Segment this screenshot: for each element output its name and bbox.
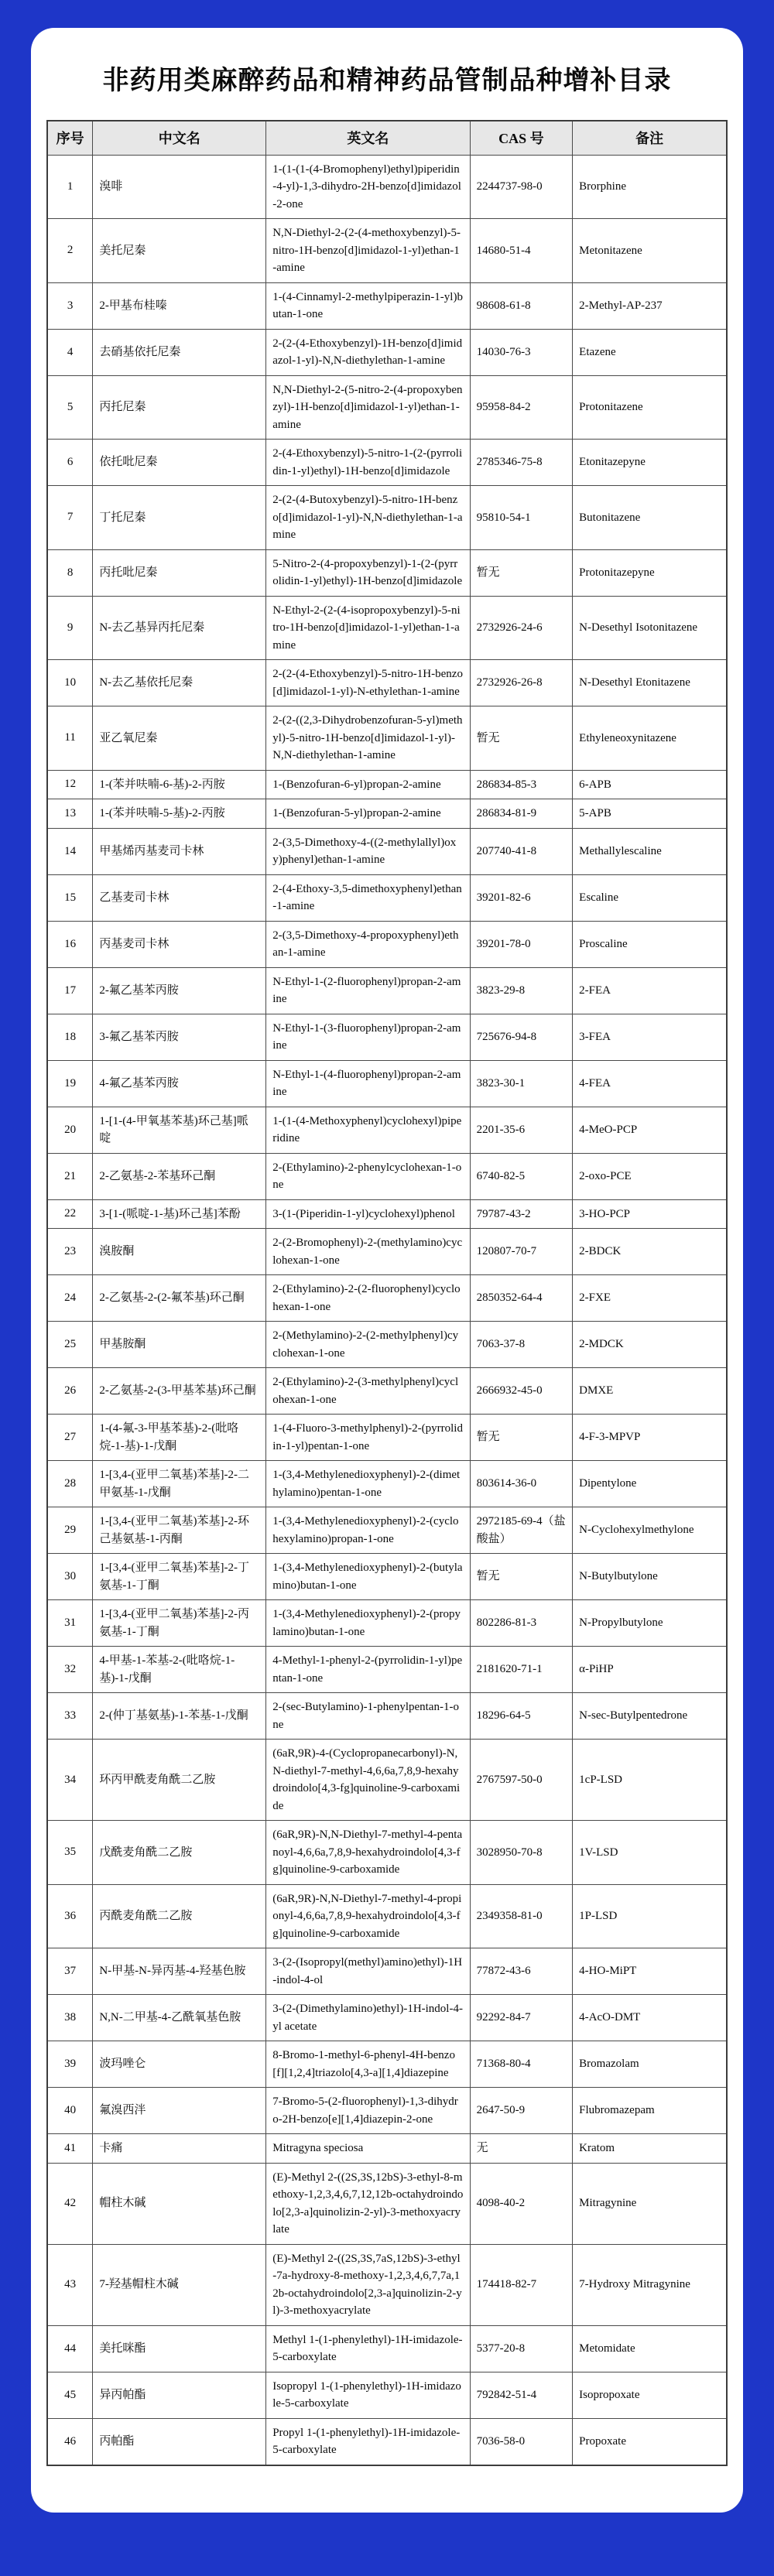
cell-cas-number: 286834-81-9	[470, 799, 573, 829]
cell-remark: Etonitazepyne	[573, 440, 727, 486]
cell-serial-number: 25	[47, 1322, 93, 1368]
cell-remark: Mitragynine	[573, 2163, 727, 2244]
cell-english-name: 2-(Methylamino)-2-(2-methylphenyl)cyclohexan-1-one	[266, 1322, 470, 1368]
cell-serial-number: 18	[47, 1014, 93, 1060]
cell-cas-number: 7036-58-0	[470, 2418, 573, 2465]
cell-chinese-name: 1-(苯并呋喃-6-基)-2-丙胺	[93, 770, 266, 799]
table-row	[47, 155, 727, 219]
cell-chinese-name: 丁托尼秦	[93, 486, 266, 550]
catalog-table	[46, 120, 728, 2466]
cell-english-name: N,N-Diethyl-2-(2-(4-methoxybenzyl)-5-nitro-1H-benzo[d]imidazol-1-yl)ethan-1-amine	[266, 219, 470, 283]
table-row	[47, 2244, 727, 2325]
cell-cas-number: 2785346-75-8	[470, 440, 573, 486]
cell-chinese-name: 溴胺酮	[93, 1229, 266, 1275]
table-row	[47, 1693, 727, 1740]
cell-english-name: 1-(4-Cinnamyl-2-methylpiperazin-1-yl)butan-1-one	[266, 282, 470, 329]
table-row	[47, 2134, 727, 2164]
table-row	[47, 329, 727, 375]
cell-english-name: 2-(2-(4-Ethoxybenzyl)-1H-benzo[d]imidazol-1-yl)-N,N-diethylethan-1-amine	[266, 329, 470, 375]
cell-cas-number: 4098-40-2	[470, 2163, 573, 2244]
table-row	[47, 799, 727, 829]
cell-chinese-name: N,N-二甲基-4-乙酰氧基色胺	[93, 1995, 266, 2041]
cell-chinese-name: 4-甲基-1-苯基-2-(吡咯烷-1-基)-1-戊酮	[93, 1647, 266, 1693]
cell-cas-number: 3028950-70-8	[470, 1821, 573, 1885]
cell-chinese-name: 3-[1-(哌啶-1-基)环己基]苯酚	[93, 1199, 266, 1229]
cell-serial-number: 33	[47, 1693, 93, 1740]
cell-remark: 2-FEA	[573, 967, 727, 1014]
cell-chinese-name: 丙帕酯	[93, 2418, 266, 2465]
table-row	[47, 1740, 727, 1821]
cell-remark: Protonitazepyne	[573, 549, 727, 596]
cell-english-name: N-Ethyl-1-(2-fluorophenyl)propan-2-amine	[266, 967, 470, 1014]
cell-remark: 4-AcO-DMT	[573, 1995, 727, 2041]
cell-serial-number: 34	[47, 1740, 93, 1821]
cell-serial-number: 44	[47, 2325, 93, 2372]
cell-remark: 6-APB	[573, 770, 727, 799]
cell-english-name: 3-(2-(Dimethylamino)ethyl)-1H-indol-4-yl acetate	[266, 1995, 470, 2041]
cell-remark: 2-MDCK	[573, 1322, 727, 1368]
table-row	[47, 1600, 727, 1647]
cell-remark: 7-Hydroxy Mitragynine	[573, 2244, 727, 2325]
table-body	[47, 155, 727, 2465]
cell-english-name: 1-(1-(4-Methoxyphenyl)cyclohexyl)piperidine	[266, 1107, 470, 1153]
cell-serial-number: 9	[47, 596, 93, 660]
cell-chinese-name: 依托吡尼秦	[93, 440, 266, 486]
cell-remark: 2-oxo-PCE	[573, 1153, 727, 1199]
cell-cas-number: 2767597-50-0	[470, 1740, 573, 1821]
cell-cas-number: 14680-51-4	[470, 219, 573, 283]
cell-remark: Methallylescaline	[573, 828, 727, 874]
cell-english-name: 2-(Ethylamino)-2-(2-fluorophenyl)cyclohexan-1-one	[266, 1275, 470, 1322]
table-row	[47, 1275, 727, 1322]
cell-chinese-name: 7-羟基帽柱木碱	[93, 2244, 266, 2325]
cell-english-name: 1-(3,4-Methylenedioxyphenyl)-2-(dimethylamino)pentan-1-one	[266, 1461, 470, 1507]
cell-cas-number: 2349358-81-0	[470, 1884, 573, 1948]
cell-cas-number: 2647-50-9	[470, 2088, 573, 2134]
cell-english-name: N-Ethyl-2-(2-(4-isopropoxybenzyl)-5-nitro-1H-benzo[d]imidazol-1-yl)ethan-1-amine	[266, 596, 470, 660]
cell-english-name: 2-(3,5-Dimethoxy-4-propoxyphenyl)ethan-1-amine	[266, 921, 470, 967]
cell-english-name: 2-(4-Ethoxybenzyl)-5-nitro-1-(2-(pyrrolidin-1-yl)ethyl)-1H-benzo[d]imidazole	[266, 440, 470, 486]
table-row	[47, 375, 727, 440]
cell-serial-number: 39	[47, 2041, 93, 2088]
cell-remark: 1V-LSD	[573, 1821, 727, 1885]
header-english-name: 英文名	[266, 121, 470, 155]
cell-chinese-name: 溴啡	[93, 155, 266, 219]
cell-cas-number: 95810-54-1	[470, 486, 573, 550]
cell-remark: Protonitazene	[573, 375, 727, 440]
cell-remark: Kratom	[573, 2134, 727, 2164]
cell-chinese-name: 1-(苯并呋喃-5-基)-2-丙胺	[93, 799, 266, 829]
cell-cas-number: 2732926-26-8	[470, 660, 573, 706]
cell-serial-number: 40	[47, 2088, 93, 2134]
cell-english-name: 2-(Ethylamino)-2-(3-methylphenyl)cyclohexan-1-one	[266, 1368, 470, 1415]
header-remark: 备注	[573, 121, 727, 155]
cell-remark: Flubromazepam	[573, 2088, 727, 2134]
cell-cas-number: 暂无	[470, 549, 573, 596]
cell-serial-number: 21	[47, 1153, 93, 1199]
cell-cas-number: 207740-41-8	[470, 828, 573, 874]
cell-remark: 2-Methyl-AP-237	[573, 282, 727, 329]
cell-chinese-name: 亚乙氧尼秦	[93, 706, 266, 771]
cell-cas-number: 71368-80-4	[470, 2041, 573, 2088]
cell-chinese-name: 甲基胺酮	[93, 1322, 266, 1368]
table-row	[47, 549, 727, 596]
cell-english-name: 1-(Benzofuran-5-yl)propan-2-amine	[266, 799, 470, 829]
cell-remark: 4-HO-MiPT	[573, 1948, 727, 1995]
table-row	[47, 874, 727, 921]
table-row	[47, 2163, 727, 2244]
cell-english-name: 3-(1-(Piperidin-1-yl)cyclohexyl)phenol	[266, 1199, 470, 1229]
cell-chinese-name: 帽柱木碱	[93, 2163, 266, 2244]
cell-serial-number: 6	[47, 440, 93, 486]
cell-chinese-name: 美托尼秦	[93, 219, 266, 283]
cell-chinese-name: 美托咪酯	[93, 2325, 266, 2372]
cell-serial-number: 3	[47, 282, 93, 329]
table-row	[47, 1821, 727, 1885]
header-row	[47, 121, 727, 155]
cell-chinese-name: 波玛唑仑	[93, 2041, 266, 2088]
cell-english-name: Isopropyl 1-(1-phenylethyl)-1H-imidazole-5-carboxylate	[266, 2372, 470, 2418]
table-row	[47, 967, 727, 1014]
table-row	[47, 660, 727, 706]
cell-serial-number: 28	[47, 1461, 93, 1507]
cell-cas-number: 2181620-71-1	[470, 1647, 573, 1693]
cell-english-name: 7-Bromo-5-(2-fluorophenyl)-1,3-dihydro-2H-benzo[e][1,4]diazepin-2-one	[266, 2088, 470, 2134]
cell-english-name: Propyl 1-(1-phenylethyl)-1H-imidazole-5-carboxylate	[266, 2418, 470, 2465]
table-row	[47, 2372, 727, 2418]
cell-serial-number: 35	[47, 1821, 93, 1885]
table-header	[47, 121, 727, 155]
cell-remark: Proscaline	[573, 921, 727, 967]
table-row	[47, 1153, 727, 1199]
table-row	[47, 1368, 727, 1415]
cell-chinese-name: 1-[3,4-(亚甲二氧基)苯基]-2-环己基氨基-1-丙酮	[93, 1507, 266, 1554]
cell-serial-number: 22	[47, 1199, 93, 1229]
cell-remark: 3-HO-PCP	[573, 1199, 727, 1229]
cell-chinese-name: 1-[1-(4-甲氧基苯基)环己基]哌啶	[93, 1107, 266, 1153]
cell-cas-number: 2732926-24-6	[470, 596, 573, 660]
cell-serial-number: 20	[47, 1107, 93, 1153]
page-title: 非药用类麻醉药品和精神药品管制品种增补目录	[102, 67, 672, 95]
cell-english-name: 1-(3,4-Methylenedioxyphenyl)-2-(butylamino)butan-1-one	[266, 1554, 470, 1600]
cell-remark: 1cP-LSD	[573, 1740, 727, 1821]
cell-serial-number: 12	[47, 770, 93, 799]
cell-english-name: 2-(sec-Butylamino)-1-phenylpentan-1-one	[266, 1693, 470, 1740]
cell-remark: Metonitazene	[573, 219, 727, 283]
cell-remark: 4-F-3-MPVP	[573, 1415, 727, 1461]
cell-remark: DMXE	[573, 1368, 727, 1415]
cell-chinese-name: 乙基麦司卡林	[93, 874, 266, 921]
cell-english-name: 1-(3,4-Methylenedioxyphenyl)-2-(cyclohexylamino)propan-1-one	[266, 1507, 470, 1554]
cell-english-name: 2-(2-Bromophenyl)-2-(methylamino)cyclohexan-1-one	[266, 1229, 470, 1275]
cell-serial-number: 23	[47, 1229, 93, 1275]
cell-cas-number: 174418-82-7	[470, 2244, 573, 2325]
cell-english-name: 1-(1-(1-(4-Bromophenyl)ethyl)piperidin-4-yl)-1,3-dihydro-2H-benzo[d]imidazol-2-one	[266, 155, 470, 219]
cell-chinese-name: 戊酰麦角酰二乙胺	[93, 1821, 266, 1885]
cell-cas-number: 7063-37-8	[470, 1322, 573, 1368]
table-row	[47, 706, 727, 771]
table-row	[47, 219, 727, 283]
cell-english-name: 2-(2-((2,3-Dihydrobenzofuran-5-yl)methyl)-5-nitro-1H-benzo[d]imidazol-1-yl)-N,N-diethylethan-1-amine	[266, 706, 470, 771]
cell-serial-number: 11	[47, 706, 93, 771]
cell-cas-number: 725676-94-8	[470, 1014, 573, 1060]
cell-cas-number: 286834-85-3	[470, 770, 573, 799]
cell-english-name: (6aR,9R)-4-(Cyclopropanecarbonyl)-N,N-diethyl-7-methyl-4,6,6a,7,8,9-hexahydroindolo[4,3-fg]quinoline-9-carboxamide	[266, 1740, 470, 1821]
cell-chinese-name: 2-乙氨基-2-(2-氟苯基)环己酮	[93, 1275, 266, 1322]
table-row	[47, 1461, 727, 1507]
cell-serial-number: 4	[47, 329, 93, 375]
cell-cas-number: 39201-82-6	[470, 874, 573, 921]
cell-chinese-name: 4-氟乙基苯丙胺	[93, 1060, 266, 1107]
cell-serial-number: 32	[47, 1647, 93, 1693]
cell-cas-number: 2666932-45-0	[470, 1368, 573, 1415]
cell-cas-number: 803614-36-0	[470, 1461, 573, 1507]
cell-english-name: (E)-Methyl 2-((2S,3S,7aS,12bS)-3-ethyl-7a-hydroxy-8-methoxy-1,2,3,4,6,7,7a,12b-octahydroindolo[2,3-a]quinolizin-2-yl)-3-methoxyacrylate	[266, 2244, 470, 2325]
cell-cas-number: 79787-43-2	[470, 1199, 573, 1229]
cell-serial-number: 19	[47, 1060, 93, 1107]
cell-remark: N-sec-Butylpentedrone	[573, 1693, 727, 1740]
cell-chinese-name: 1-[3,4-(亚甲二氧基)苯基]-2-丙氨基-1-丁酮	[93, 1600, 266, 1647]
table-row	[47, 2088, 727, 2134]
cell-chinese-name: 2-甲基布桂嗪	[93, 282, 266, 329]
cell-remark: N-Butylbutylone	[573, 1554, 727, 1600]
cell-serial-number: 29	[47, 1507, 93, 1554]
cell-english-name: (6aR,9R)-N,N-Diethyl-7-methyl-4-pentanoyl-4,6,6a,7,8,9-hexahydroindolo[4,3-fg]quinoline-9-carboxamide	[266, 1821, 470, 1885]
cell-remark: Dipentylone	[573, 1461, 727, 1507]
cell-remark: Ethyleneoxynitazene	[573, 706, 727, 771]
cell-cas-number: 92292-84-7	[470, 1995, 573, 2041]
table-row	[47, 828, 727, 874]
cell-chinese-name: 环丙甲酰麦角酰二乙胺	[93, 1740, 266, 1821]
cell-english-name: 2-(2-(4-Butoxybenzyl)-5-nitro-1H-benzo[d]imidazol-1-yl)-N,N-diethylethan-1-amine	[266, 486, 470, 550]
cell-serial-number: 10	[47, 660, 93, 706]
cell-chinese-name: 2-(仲丁基氨基)-1-苯基-1-戊酮	[93, 1693, 266, 1740]
cell-remark: Escaline	[573, 874, 727, 921]
cell-remark: N-Desethyl Isotonitazene	[573, 596, 727, 660]
cell-cas-number: 暂无	[470, 706, 573, 771]
cell-cas-number: 2972185-69-4（盐酸盐）	[470, 1507, 573, 1554]
cell-remark: N-Propylbutylone	[573, 1600, 727, 1647]
table-row	[47, 1322, 727, 1368]
table-row	[47, 1014, 727, 1060]
cell-serial-number: 46	[47, 2418, 93, 2465]
cell-cas-number: 3823-30-1	[470, 1060, 573, 1107]
cell-english-name: N-Ethyl-1-(4-fluorophenyl)propan-2-amine	[266, 1060, 470, 1107]
cell-chinese-name: 1-(4-氟-3-甲基苯基)-2-(吡咯烷-1-基)-1-戊酮	[93, 1415, 266, 1461]
cell-cas-number: 2244737-98-0	[470, 155, 573, 219]
cell-chinese-name: 去硝基依托尼秦	[93, 329, 266, 375]
cell-cas-number: 2850352-64-4	[470, 1275, 573, 1322]
cell-serial-number: 13	[47, 799, 93, 829]
cell-cas-number: 5377-20-8	[470, 2325, 573, 2372]
table-row	[47, 1229, 727, 1275]
cell-english-name: 2-(4-Ethoxy-3,5-dimethoxyphenyl)ethan-1-amine	[266, 874, 470, 921]
header-serial-number: 序号	[47, 121, 93, 155]
cell-remark: Metomidate	[573, 2325, 727, 2372]
cell-serial-number: 43	[47, 2244, 93, 2325]
table-row	[47, 2041, 727, 2088]
cell-remark: Butonitazene	[573, 486, 727, 550]
cell-serial-number: 36	[47, 1884, 93, 1948]
cell-serial-number: 41	[47, 2134, 93, 2164]
cell-chinese-name: 1-[3,4-(亚甲二氧基)苯基]-2-丁氨基-1-丁酮	[93, 1554, 266, 1600]
cell-serial-number: 1	[47, 155, 93, 219]
cell-remark: 2-FXE	[573, 1275, 727, 1322]
cell-chinese-name: 3-氟乙基苯丙胺	[93, 1014, 266, 1060]
cell-chinese-name: 甲基烯丙基麦司卡林	[93, 828, 266, 874]
cell-remark: Isopropoxate	[573, 2372, 727, 2418]
cell-english-name: 3-(2-(Isopropyl(methyl)amino)ethyl)-1H-indol-4-ol	[266, 1948, 470, 1995]
cell-serial-number: 2	[47, 219, 93, 283]
cell-serial-number: 24	[47, 1275, 93, 1322]
cell-serial-number: 45	[47, 2372, 93, 2418]
table-row	[47, 1884, 727, 1948]
cell-english-name: N-Ethyl-1-(3-fluorophenyl)propan-2-amine	[266, 1014, 470, 1060]
cell-serial-number: 38	[47, 1995, 93, 2041]
table-row	[47, 1647, 727, 1693]
cell-english-name: 5-Nitro-2-(4-propoxybenzyl)-1-(2-(pyrrolidin-1-yl)ethyl)-1H-benzo[d]imidazole	[266, 549, 470, 596]
cell-cas-number: 暂无	[470, 1554, 573, 1600]
cell-remark: 3-FEA	[573, 1014, 727, 1060]
cell-chinese-name: 异丙帕酯	[93, 2372, 266, 2418]
table-row	[47, 1948, 727, 1995]
table-row	[47, 1995, 727, 2041]
cell-chinese-name: 丙托吡尼秦	[93, 549, 266, 596]
cell-remark: Propoxate	[573, 2418, 727, 2465]
cell-serial-number: 26	[47, 1368, 93, 1415]
table-row	[47, 1507, 727, 1554]
cell-chinese-name: 卡痛	[93, 2134, 266, 2164]
cell-chinese-name: N-去乙基异丙托尼秦	[93, 596, 266, 660]
cell-remark: Bromazolam	[573, 2041, 727, 2088]
cell-cas-number: 暂无	[470, 1415, 573, 1461]
table-row	[47, 282, 727, 329]
cell-remark: Etazene	[573, 329, 727, 375]
cell-cas-number: 77872-43-6	[470, 1948, 573, 1995]
cell-cas-number: 95958-84-2	[470, 375, 573, 440]
cell-serial-number: 37	[47, 1948, 93, 1995]
cell-chinese-name: 丙托尼秦	[93, 375, 266, 440]
table-row	[47, 2418, 727, 2465]
cell-remark: 4-FEA	[573, 1060, 727, 1107]
cell-serial-number: 7	[47, 486, 93, 550]
cell-cas-number: 120807-70-7	[470, 1229, 573, 1275]
cell-remark: 1P-LSD	[573, 1884, 727, 1948]
cell-cas-number: 39201-78-0	[470, 921, 573, 967]
cell-remark: 2-BDCK	[573, 1229, 727, 1275]
table-row	[47, 596, 727, 660]
cell-cas-number: 18296-64-5	[470, 1693, 573, 1740]
table-row	[47, 1554, 727, 1600]
cell-remark: N-Cyclohexylmethylone	[573, 1507, 727, 1554]
document-card	[31, 28, 743, 2513]
cell-serial-number: 42	[47, 2163, 93, 2244]
cell-serial-number: 17	[47, 967, 93, 1014]
cell-chinese-name: 2-乙氨基-2-苯基环己酮	[93, 1153, 266, 1199]
cell-cas-number: 792842-51-4	[470, 2372, 573, 2418]
table-row	[47, 440, 727, 486]
cell-chinese-name: N-甲基-N-异丙基-4-羟基色胺	[93, 1948, 266, 1995]
cell-english-name: 2-(Ethylamino)-2-phenylcyclohexan-1-one	[266, 1153, 470, 1199]
cell-english-name: 2-(2-(4-Ethoxybenzyl)-5-nitro-1H-benzo[d]imidazol-1-yl)-N-ethylethan-1-amine	[266, 660, 470, 706]
cell-english-name: 2-(3,5-Dimethoxy-4-((2-methylallyl)oxy)phenyl)ethan-1-amine	[266, 828, 470, 874]
cell-remark: 4-MeO-PCP	[573, 1107, 727, 1153]
table-row	[47, 770, 727, 799]
cell-serial-number: 30	[47, 1554, 93, 1600]
table-row	[47, 2325, 727, 2372]
cell-chinese-name: 1-[3,4-(亚甲二氧基)苯基]-2-二甲氨基-1-戊酮	[93, 1461, 266, 1507]
cell-serial-number: 8	[47, 549, 93, 596]
cell-english-name: 1-(Benzofuran-6-yl)propan-2-amine	[266, 770, 470, 799]
table-row	[47, 1060, 727, 1107]
cell-cas-number: 98608-61-8	[470, 282, 573, 329]
cell-english-name: 1-(3,4-Methylenedioxyphenyl)-2-(propylamino)butan-1-one	[266, 1600, 470, 1647]
cell-serial-number: 14	[47, 828, 93, 874]
cell-serial-number: 27	[47, 1415, 93, 1461]
cell-serial-number: 5	[47, 375, 93, 440]
header-chinese-name: 中文名	[93, 121, 266, 155]
cell-cas-number: 6740-82-5	[470, 1153, 573, 1199]
cell-cas-number: 2201-35-6	[470, 1107, 573, 1153]
cell-english-name: 1-(4-Fluoro-3-methylphenyl)-2-(pyrrolidin-1-yl)pentan-1-one	[266, 1415, 470, 1461]
cell-english-name: 4-Methyl-1-phenyl-2-(pyrrolidin-1-yl)pentan-1-one	[266, 1647, 470, 1693]
cell-cas-number: 无	[470, 2134, 573, 2164]
cell-english-name: 8-Bromo-1-methyl-6-phenyl-4H-benzo[f][1,2,4]triazolo[4,3-a][1,4]diazepine	[266, 2041, 470, 2088]
cell-english-name: (E)-Methyl 2-((2S,3S,12bS)-3-ethyl-8-methoxy-1,2,3,4,6,7,12,12b-octahydroindolo[2,3-a]quinolizin-2-yl)-3-methoxyacrylate	[266, 2163, 470, 2244]
cell-cas-number: 3823-29-8	[470, 967, 573, 1014]
header-cas-number: CAS 号	[470, 121, 573, 155]
cell-serial-number: 16	[47, 921, 93, 967]
table-row	[47, 1199, 727, 1229]
cell-cas-number: 802286-81-3	[470, 1600, 573, 1647]
cell-english-name: Mitragyna speciosa	[266, 2134, 470, 2164]
cell-chinese-name: 丙酰麦角酰二乙胺	[93, 1884, 266, 1948]
cell-serial-number: 31	[47, 1600, 93, 1647]
cell-english-name: Methyl 1-(1-phenylethyl)-1H-imidazole-5-carboxylate	[266, 2325, 470, 2372]
cell-chinese-name: N-去乙基依托尼秦	[93, 660, 266, 706]
table-row	[47, 1415, 727, 1461]
table-row	[47, 486, 727, 550]
cell-chinese-name: 丙基麦司卡林	[93, 921, 266, 967]
cell-remark: N-Desethyl Etonitazene	[573, 660, 727, 706]
cell-english-name: (6aR,9R)-N,N-Diethyl-7-methyl-4-propionyl-4,6,6a,7,8,9-hexahydroindolo[4,3-fg]quinoline-9-carboxamide	[266, 1884, 470, 1948]
cell-remark: α-PiHP	[573, 1647, 727, 1693]
cell-remark: Brorphine	[573, 155, 727, 219]
cell-chinese-name: 2-氟乙基苯丙胺	[93, 967, 266, 1014]
cell-remark: 5-APB	[573, 799, 727, 829]
cell-chinese-name: 氟溴西泮	[93, 2088, 266, 2134]
cell-cas-number: 14030-76-3	[470, 329, 573, 375]
table-row	[47, 1107, 727, 1153]
cell-chinese-name: 2-乙氨基-2-(3-甲基苯基)环己酮	[93, 1368, 266, 1415]
cell-english-name: N,N-Diethyl-2-(5-nitro-2-(4-propoxybenzyl)-1H-benzo[d]imidazol-1-yl)ethan-1-amine	[266, 375, 470, 440]
cell-serial-number: 15	[47, 874, 93, 921]
table-row	[47, 921, 727, 967]
